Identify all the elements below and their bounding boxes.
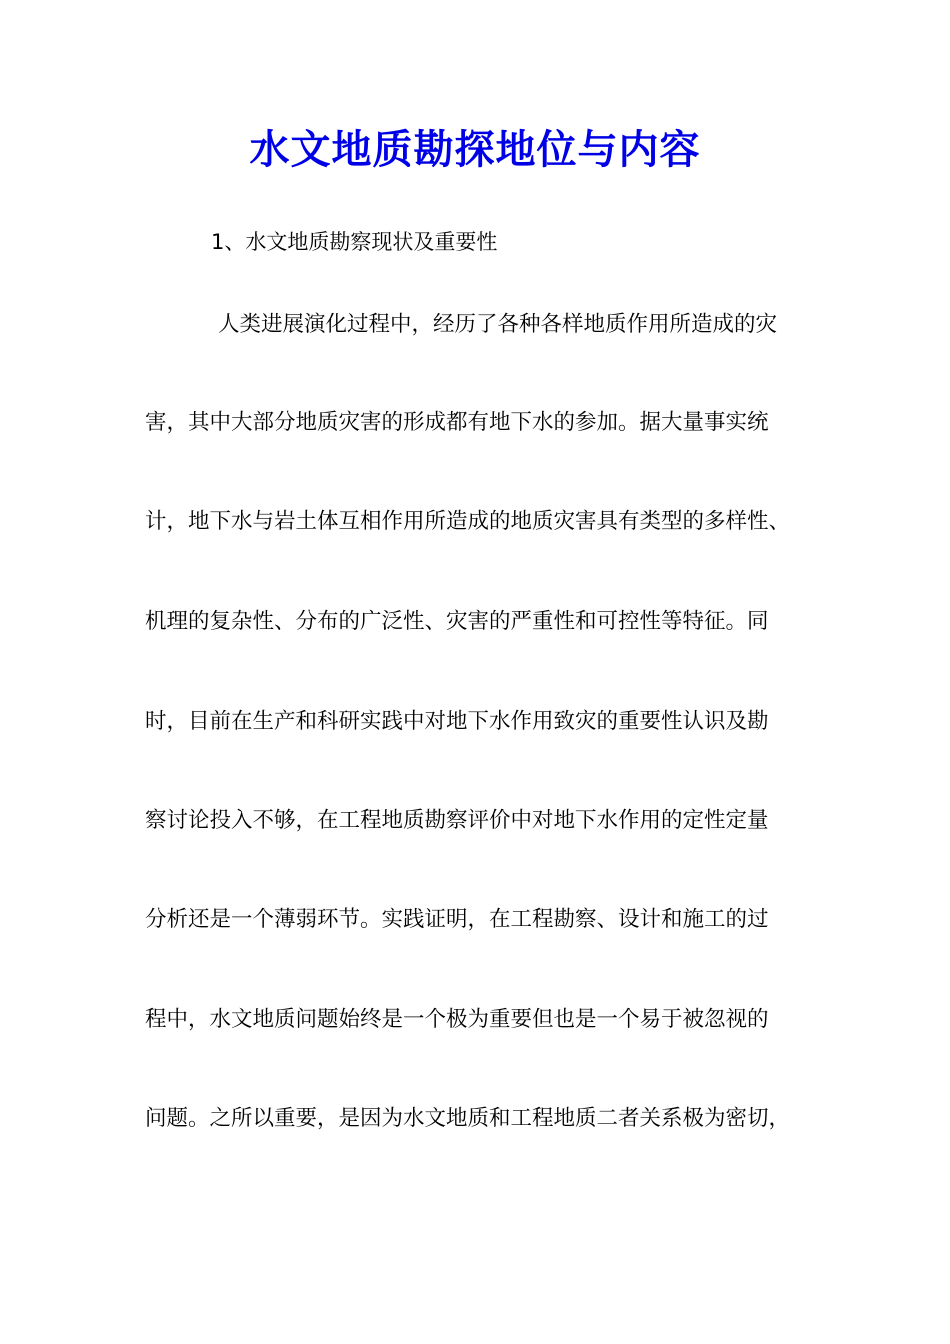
paragraph-line: 察讨论投入不够，在工程地质勘察评价中对地下水作用的定性定量 [145,808,769,833]
paragraph-line: 程中，水文地质问题始终是一个极为重要但也是一个易于被忽视的 [145,1007,769,1032]
paragraph-line: 人类进展演化过程中，经历了各种各样地质作用所造成的灾 [218,312,778,337]
paragraph-line: 问题。之所以重要，是因为水文地质和工程地质二者关系极为密切， [145,1106,791,1131]
document-title: 水文地质勘探地位与内容 [249,126,701,173]
paragraph-line: 机理的复杂性、分布的广泛性、灾害的严重性和可控性等特征。同 [145,609,769,634]
paragraph-line: 计，地下水与岩土体互相作用所造成的地质灾害具有类型的多样性、 [145,509,791,534]
section-heading: 1、水文地质勘察现状及重要性 [211,230,498,254]
paragraph-line: 时，目前在生产和科研实践中对地下水作用致灾的重要性认识及勘 [145,709,769,734]
paragraph-line: 害，其中大部分地质灾害的形成都有地下水的参加。据大量事实统 [145,410,769,435]
paragraph-line: 分析还是一个薄弱环节。实践证明，在工程勘察、设计和施工的过 [145,907,769,932]
